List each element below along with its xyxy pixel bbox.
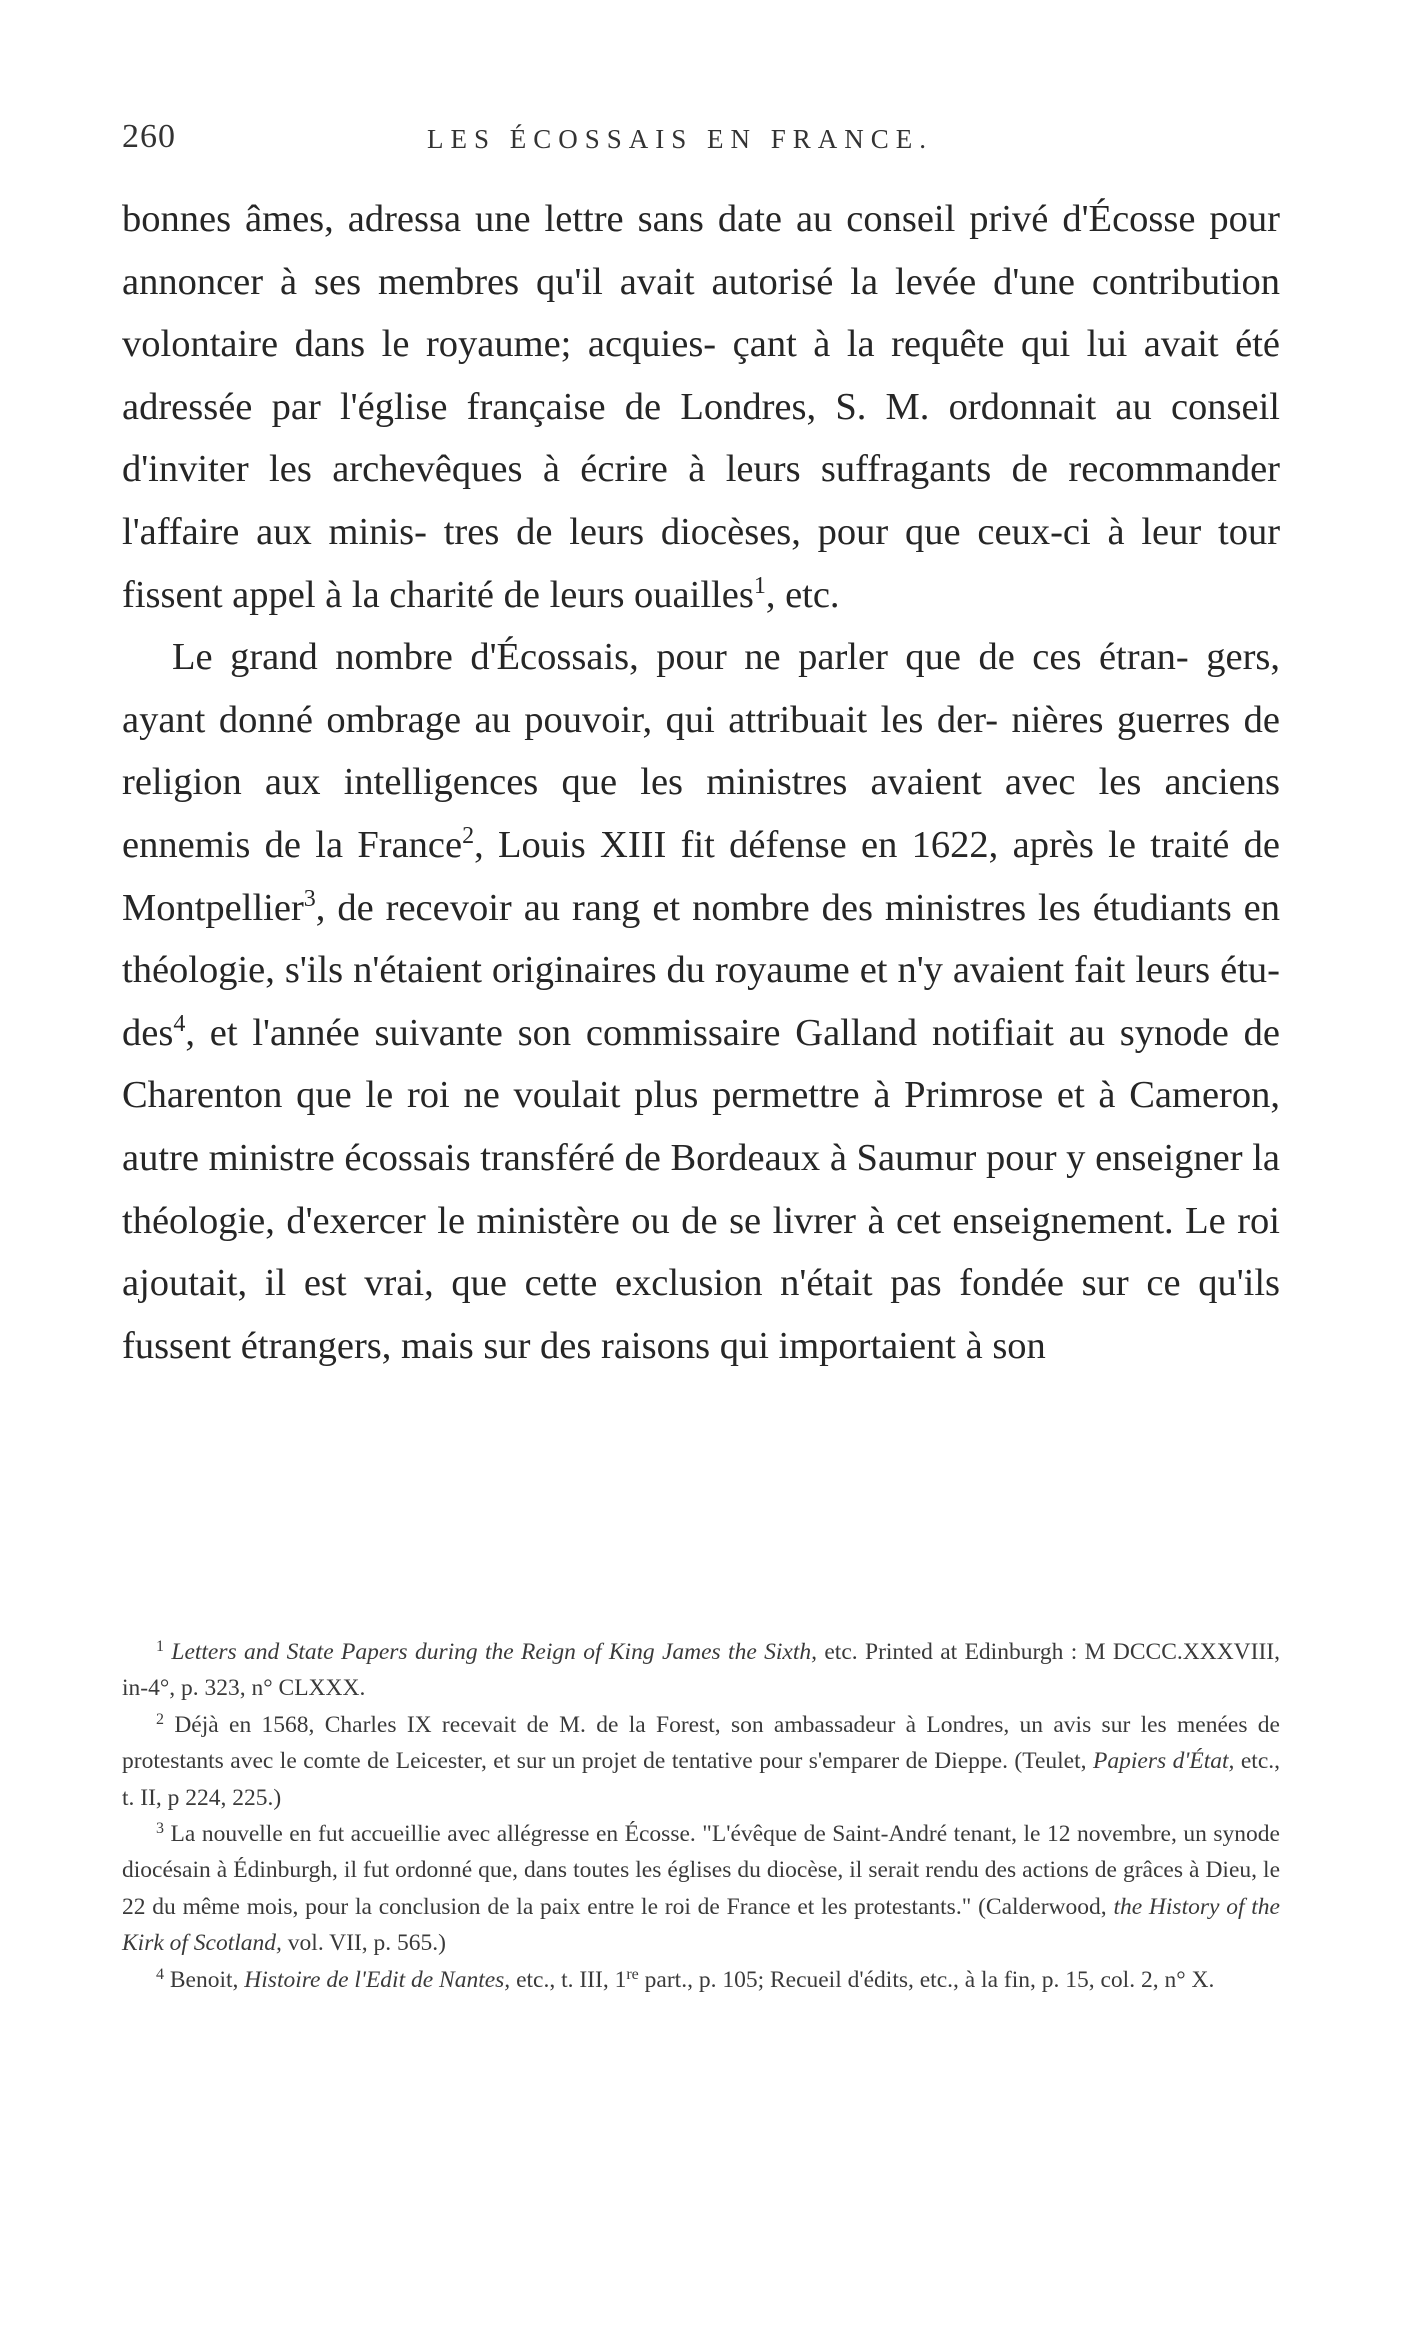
note-reference: 1: [753, 572, 766, 599]
note-reference: 3: [303, 885, 316, 912]
footnote-mark: 2: [156, 1710, 164, 1728]
footnote-mark: 1: [156, 1638, 164, 1655]
footnote-3: $^3$ La nouvelle en fut accueillie avec allégresse en Écosse. "L'évêque de Saint-André tenant, le 12 novembre, un synode diocésain à Édinburgh, il fut ordonné que, dans toutes les églises du diocèse, il serait rendu des actions de grâces à Dieu, le 22 du même mois, pour la conclusion de la paix entre le roi de France et les protestants." (Calderwood, the History of the Kirk of Scotland, vol. VII, p. 565.): [122, 1820, 1280, 1957]
running-title: LES ÉCOSSAIS EN FRANCE.: [427, 124, 934, 154]
footnotes: [122, 1634, 1280, 1998]
footnote-mark: 4: [156, 1965, 164, 1983]
paragraph-continued: bonnes âmes, adressa une lettre sans date au conseil privé d'Écosse pour annoncer à ses membres qu'il avait autorisé la levée d'une contribution volontaire dans le royaume; acquies- çant à la requête qui lui avait été adressée par l'église française de Londres, S. M. ordonnait au conseil d'inviter les archevêques à écrire à leurs suffragants de recommander l'affaire aux minis- tres de leurs diocèses, pour que ceux-ci à leur tour fissent appel à la charité de leurs ouailles$^1$, etc.: [122, 198, 1281, 616]
footnote-1: $^1$ Letters and State Papers during the Reign of King James the Sixth, etc. Printed at Edinburgh : M DCCC.XXXVIII, in-4°, p. 323, n° CLXXX.: [122, 1638, 1280, 1702]
footnote-4: $^4$ Benoit, Histoire de l'Edit de Nantes, etc., t. III, 1re part., p. 105; Recueil d'édits, etc., à la fin, p. 15, col. 2, n° X.: [156, 1965, 1215, 1993]
page-header: [122, 118, 1280, 168]
main-text: [122, 188, 1280, 1377]
note-reference: 2: [462, 822, 475, 849]
footnote-2: $^2$ Déjà en 1568, Charles IX recevait de M. de la Forest, son ambassadeur à Londres, un avis sur les menées de protestants avec le comte de Leicester, et sur un projet de tentative pour s'emparer de Dieppe. (Teulet, Papiers d'État, etc., t. II, p 224, 225.): [122, 1710, 1281, 1811]
paragraph: Le grand nombre d'Écossais, pour ne parler que de ces étran- gers, ayant donné ombrage au pouvoir, qui attribuait les der- nières guerres de religion aux intelligences que les ministres avaient avec les anciens ennemis de la France$^2$, Louis XIII fit défense en 1622, après le traité de Montpellier$^3$, de recevoir au rang et nombre des ministres les étudiants en théologie, s'ils n'étaient originaires du royaume et n'y avaient fait leurs étu- des$^4$, et l'année suivante son commissaire Galland notifiait au synode de Charenton que le roi ne voulait plus permettre à Primrose et à Cameron, autre ministre écossais transféré de Bordeaux à Saumur pour y enseigner la théologie, d'exercer le ministère ou de se livrer à cet enseignement. Le roi ajoutait, il est vrai, que cette exclusion n'était pas fondée sur ce qu'ils fussent étrangers, mais sur des raisons qui importaient à son: [122, 636, 1281, 1367]
footnote-mark: 3: [156, 1820, 164, 1838]
page-number: 260: [122, 118, 176, 155]
note-reference: 4: [173, 1010, 186, 1037]
